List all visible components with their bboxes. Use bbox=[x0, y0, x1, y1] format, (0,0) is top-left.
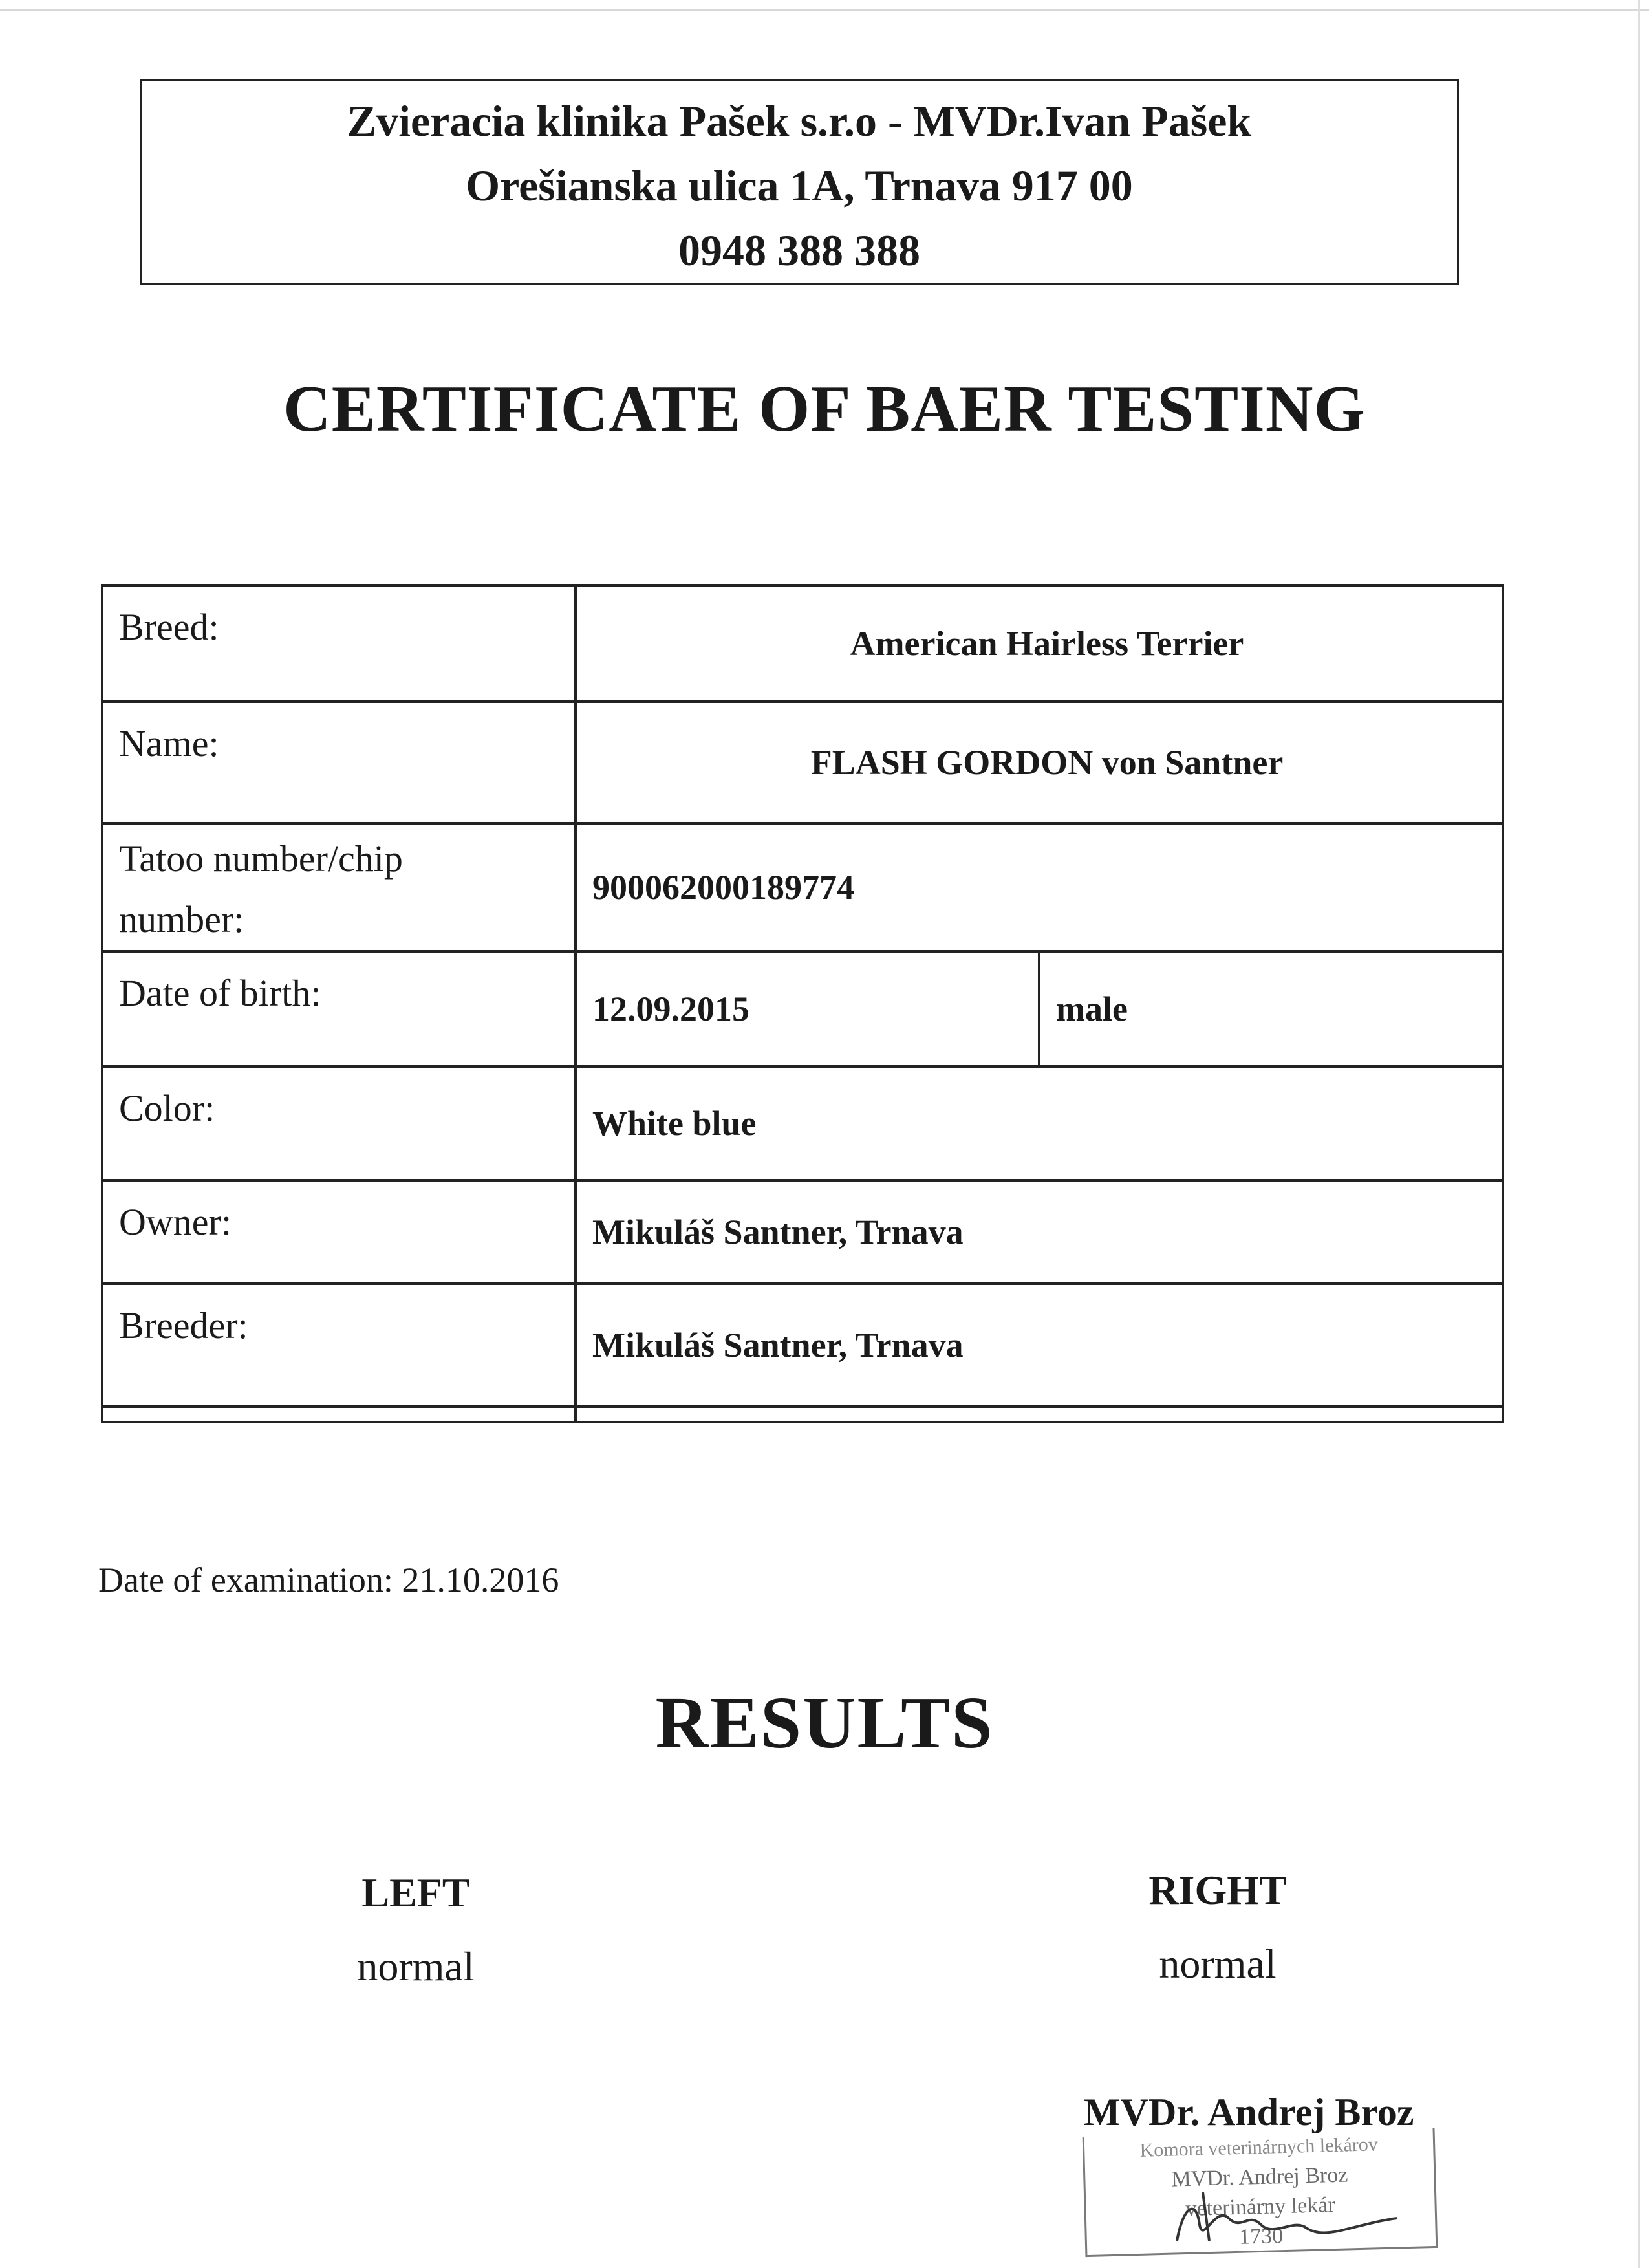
left-label: LEFT bbox=[361, 1870, 470, 1916]
chip-value: 900062000189774 bbox=[576, 823, 1503, 951]
breeder-label: Breeder: bbox=[102, 1284, 576, 1407]
examination-date: Date of examination: 21.10.2016 bbox=[98, 1561, 559, 1599]
right-value: normal bbox=[1159, 1941, 1277, 1987]
clinic-name: Zvieracia klinika Pašek s.r.o - MVDr.Ivan Pašek bbox=[347, 96, 1252, 146]
clinic-phone: 0948 388 388 bbox=[678, 226, 920, 275]
blank-cell-left bbox=[102, 1407, 576, 1422]
table-row-blank bbox=[102, 1407, 1503, 1422]
chip-label-line2: number: bbox=[119, 898, 244, 940]
sex-value: male bbox=[1039, 951, 1503, 1066]
clinic-header bbox=[140, 79, 1459, 285]
breeder-value: Mikuláš Santner, Trnava bbox=[576, 1284, 1503, 1407]
name-value: FLASH GORDON von Santner bbox=[576, 702, 1503, 823]
scan-top-edge bbox=[0, 9, 1649, 11]
left-value: normal bbox=[357, 1943, 475, 1989]
table-row-chip bbox=[102, 823, 1503, 951]
left-ear-result bbox=[286, 1869, 545, 1991]
handwritten-signature bbox=[1138, 2179, 1410, 2251]
dog-info-table bbox=[101, 584, 1504, 1423]
results-heading: RESULTS bbox=[655, 1681, 994, 1764]
table-row-dob bbox=[102, 951, 1503, 1066]
right-label: RIGHT bbox=[1148, 1867, 1287, 1913]
chip-label-line1: Tatoo number/chip bbox=[119, 837, 403, 880]
table-row-breeder bbox=[102, 1284, 1503, 1407]
stamp-title: veterinárny lekár bbox=[1185, 2192, 1336, 2221]
dob-label: Date of birth: bbox=[102, 951, 576, 1066]
right-ear-result bbox=[1088, 1866, 1347, 1988]
breed-value: American Hairless Terrier bbox=[576, 585, 1503, 702]
doctor-name: MVDr. Andrej Broz bbox=[1084, 2091, 1414, 2133]
name-label: Name: bbox=[102, 702, 576, 823]
clinic-address: Orešianska ulica 1A, Trnava 917 00 bbox=[466, 161, 1133, 210]
scan-right-edge bbox=[1638, 0, 1640, 2268]
dob-value: 12.09.2015 bbox=[576, 951, 1039, 1066]
table-row-name bbox=[102, 702, 1503, 823]
owner-label: Owner: bbox=[102, 1180, 576, 1284]
owner-value: Mikuláš Santner, Trnava bbox=[576, 1180, 1503, 1284]
stamp-chamber: Komora veterinárnych lekárov bbox=[1139, 2133, 1379, 2161]
color-value: White blue bbox=[576, 1066, 1503, 1180]
table-row-owner bbox=[102, 1180, 1503, 1284]
blank-cell-right bbox=[576, 1407, 1503, 1422]
document-title: CERTIFICATE OF BAER TESTING bbox=[283, 373, 1366, 446]
table-row-color bbox=[102, 1066, 1503, 1180]
chip-label bbox=[102, 823, 576, 951]
stamp-number: 1730 bbox=[1238, 2224, 1284, 2249]
stamp-vet-name: MVDr. Andrej Broz bbox=[1170, 2163, 1348, 2192]
color-label: Color: bbox=[102, 1066, 576, 1180]
table-row-breed bbox=[102, 585, 1503, 702]
breed-label: Breed: bbox=[102, 585, 576, 702]
